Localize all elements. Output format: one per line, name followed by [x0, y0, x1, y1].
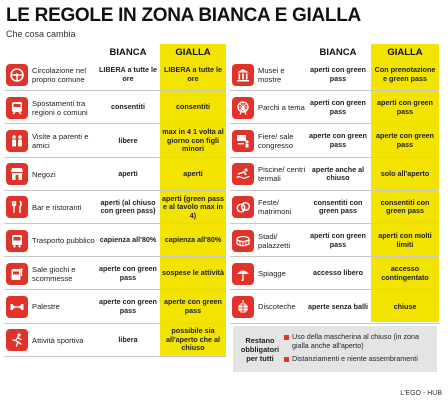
activity-label: Stadi/ palazzetti: [258, 231, 291, 250]
activity-label: Spostamenti tra regioni o comuni: [32, 98, 88, 117]
rules-footer-heading: Restano obbligatori per tutti: [240, 336, 280, 363]
bianca-rule: aperte anche al chiuso: [311, 164, 365, 183]
bianca-rule: aperti con green pass: [310, 98, 366, 116]
gialla-rule: aperti con green pass: [377, 98, 433, 116]
dumbbell-icon: [6, 296, 28, 318]
gialla-rule: max in 4 1 volta al giorno con figli minori: [162, 127, 224, 154]
conference-icon: [232, 130, 254, 152]
right-gialla-header: GIALLA: [387, 47, 423, 58]
steering-wheel-icon: [6, 64, 28, 86]
page-subtitle: Che cosa cambia: [6, 29, 76, 39]
right-bianca-header: BIANCA: [319, 47, 357, 58]
gialla-rule: aperte con green pass: [376, 131, 434, 149]
activity-label: Discoteche: [258, 302, 296, 312]
bianca-rule: consentiti: [111, 102, 145, 112]
activity-label: Visite a parenti e amici: [32, 131, 89, 150]
gialla-rule: aperti (green pass e al tavolo max in 4): [162, 193, 224, 220]
gialla-rule: aperte con green pass: [164, 297, 222, 315]
bianca-rule: aperti con green pass: [310, 65, 366, 83]
activity-label: Palestre: [32, 302, 60, 312]
stadium-icon: [232, 230, 254, 252]
disco-ball-icon: [232, 296, 254, 318]
bianca-rule: aperte con green pass: [309, 131, 367, 149]
activity-label: Circolazione nel proprio comune: [32, 65, 87, 84]
activity-label: Trasporto pubblico: [32, 236, 95, 246]
gialla-rule: LIBERA a tutte le ore: [163, 65, 223, 83]
rings-icon: [232, 196, 254, 218]
swimmer-icon: [232, 163, 254, 185]
gialla-rule: possibile sia all'aperto che al chiuso: [165, 326, 221, 353]
activity-label: Spiagge: [258, 269, 286, 279]
bianca-rule: aperte con green pass: [99, 297, 157, 315]
bianca-rule: aperti: [118, 168, 138, 178]
gialla-rule: sospese le attività: [162, 268, 224, 278]
bianca-rule: LIBERA a tutte le ore: [98, 65, 158, 83]
shop-icon: [6, 163, 28, 185]
left-gialla-header: GIALLA: [175, 47, 211, 58]
page-title: LE REGOLE IN ZONA BIANCA E GIALLA: [6, 5, 361, 26]
bianca-rule: capienza all'80%: [99, 235, 157, 245]
museum-icon: [232, 64, 254, 86]
runner-icon: [6, 329, 28, 351]
gialla-rule: consentiti con green pass: [380, 197, 430, 216]
bianca-rule: aperte senza balli: [308, 301, 368, 311]
cutlery-icon: [6, 196, 28, 218]
family-icon: [6, 130, 28, 152]
bianca-rule: libera: [118, 334, 138, 344]
activity-label: Fiere/ sale congresso: [258, 131, 294, 150]
activity-label: Feste/ matrimoni: [258, 198, 292, 217]
left-bianca-header: BIANCA: [109, 47, 147, 58]
bianca-rule: aperte con green pass: [99, 264, 157, 282]
credit-label: L'EGO - HUB: [400, 390, 442, 397]
rules-footer-item: Distanziamenti e niente assembramenti: [292, 355, 432, 364]
rules-footer-item: Uso della mascherina al chiuso (in zona gialla anche all'aperto): [292, 333, 432, 350]
bullet-icon: [284, 357, 289, 362]
bianca-rule: libere: [118, 135, 138, 145]
slot-machine-icon: [6, 263, 28, 285]
train-icon: [6, 97, 28, 119]
activity-label: Musei e mostre: [258, 65, 285, 84]
activity-label: Attività sportiva: [32, 335, 84, 345]
activity-label: Sale giochi e scommesse: [32, 264, 76, 283]
gialla-rule: accesso contingentato: [381, 264, 429, 282]
gialla-rule: solo all'aperto: [380, 168, 430, 178]
bianca-rule: accesso libero: [313, 268, 363, 278]
activity-label: Piscine/ centri termali: [258, 165, 306, 184]
bianca-rule: aperti con green pass: [310, 231, 366, 249]
bianca-rule: consentiti con green pass: [313, 197, 363, 216]
gialla-rule: capienza all'80%: [164, 235, 222, 245]
bullet-icon: [284, 335, 289, 340]
activity-label: Parchi a tema: [258, 103, 305, 113]
gialla-rule: chiuse: [393, 301, 417, 311]
activity-label: Bar e ristoranti: [32, 202, 82, 212]
gialla-rule: aperti con molti limiti: [378, 231, 432, 249]
gialla-rule: aperti: [183, 168, 203, 178]
bianca-rule: aperti (al chiuso con green pass): [100, 197, 156, 216]
umbrella-icon: [232, 263, 254, 285]
gialla-rule: Con prenotazione e green pass: [374, 65, 436, 83]
bus-icon: [6, 230, 28, 252]
ferris-wheel-icon: [232, 97, 254, 119]
activity-label: Negozi: [32, 169, 56, 179]
gialla-rule: consentiti: [176, 102, 210, 112]
